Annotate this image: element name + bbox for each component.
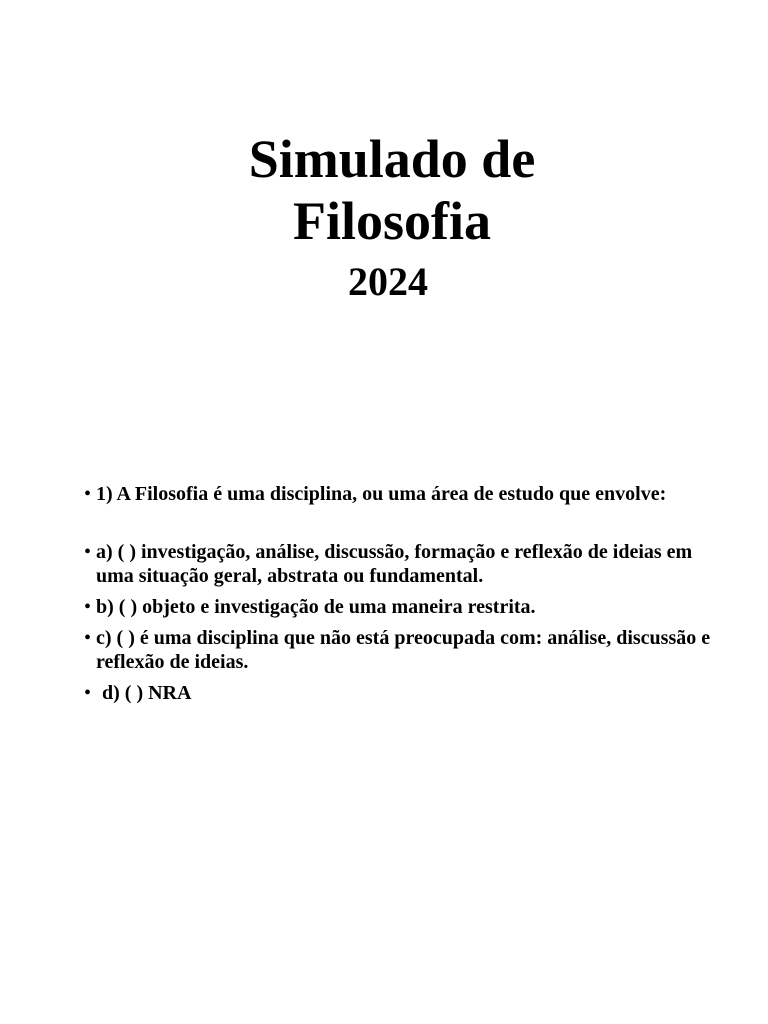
option-b (84, 595, 724, 619)
title-block (0, 128, 768, 306)
option-b-text: b) ( ) objeto e investigação de uma maneira restrita. (96, 596, 536, 618)
option-d (84, 681, 724, 705)
option-d-text: d) ( ) NRA (102, 682, 192, 704)
question-1 (84, 482, 724, 506)
question-text: 1) A Filosofia é uma disciplina, ou uma área de estudo que envolve: (96, 483, 667, 505)
option-a (84, 540, 724, 588)
page-title-line-2: Filosofia (293, 191, 491, 251)
question-list (84, 482, 724, 705)
page-year: 2024 (348, 259, 428, 304)
page-title-line-1: Simulado de (248, 129, 536, 189)
option-c (84, 626, 724, 674)
option-c-text: c) ( ) é uma disciplina que não está preocupada com: análise, discussão e reflexão de ideias. (96, 627, 711, 673)
option-a-text: a) ( ) investigação, análise, discussão, formação e reflexão de ideias em uma situação geral, abstrata ou fundamental. (96, 541, 693, 587)
